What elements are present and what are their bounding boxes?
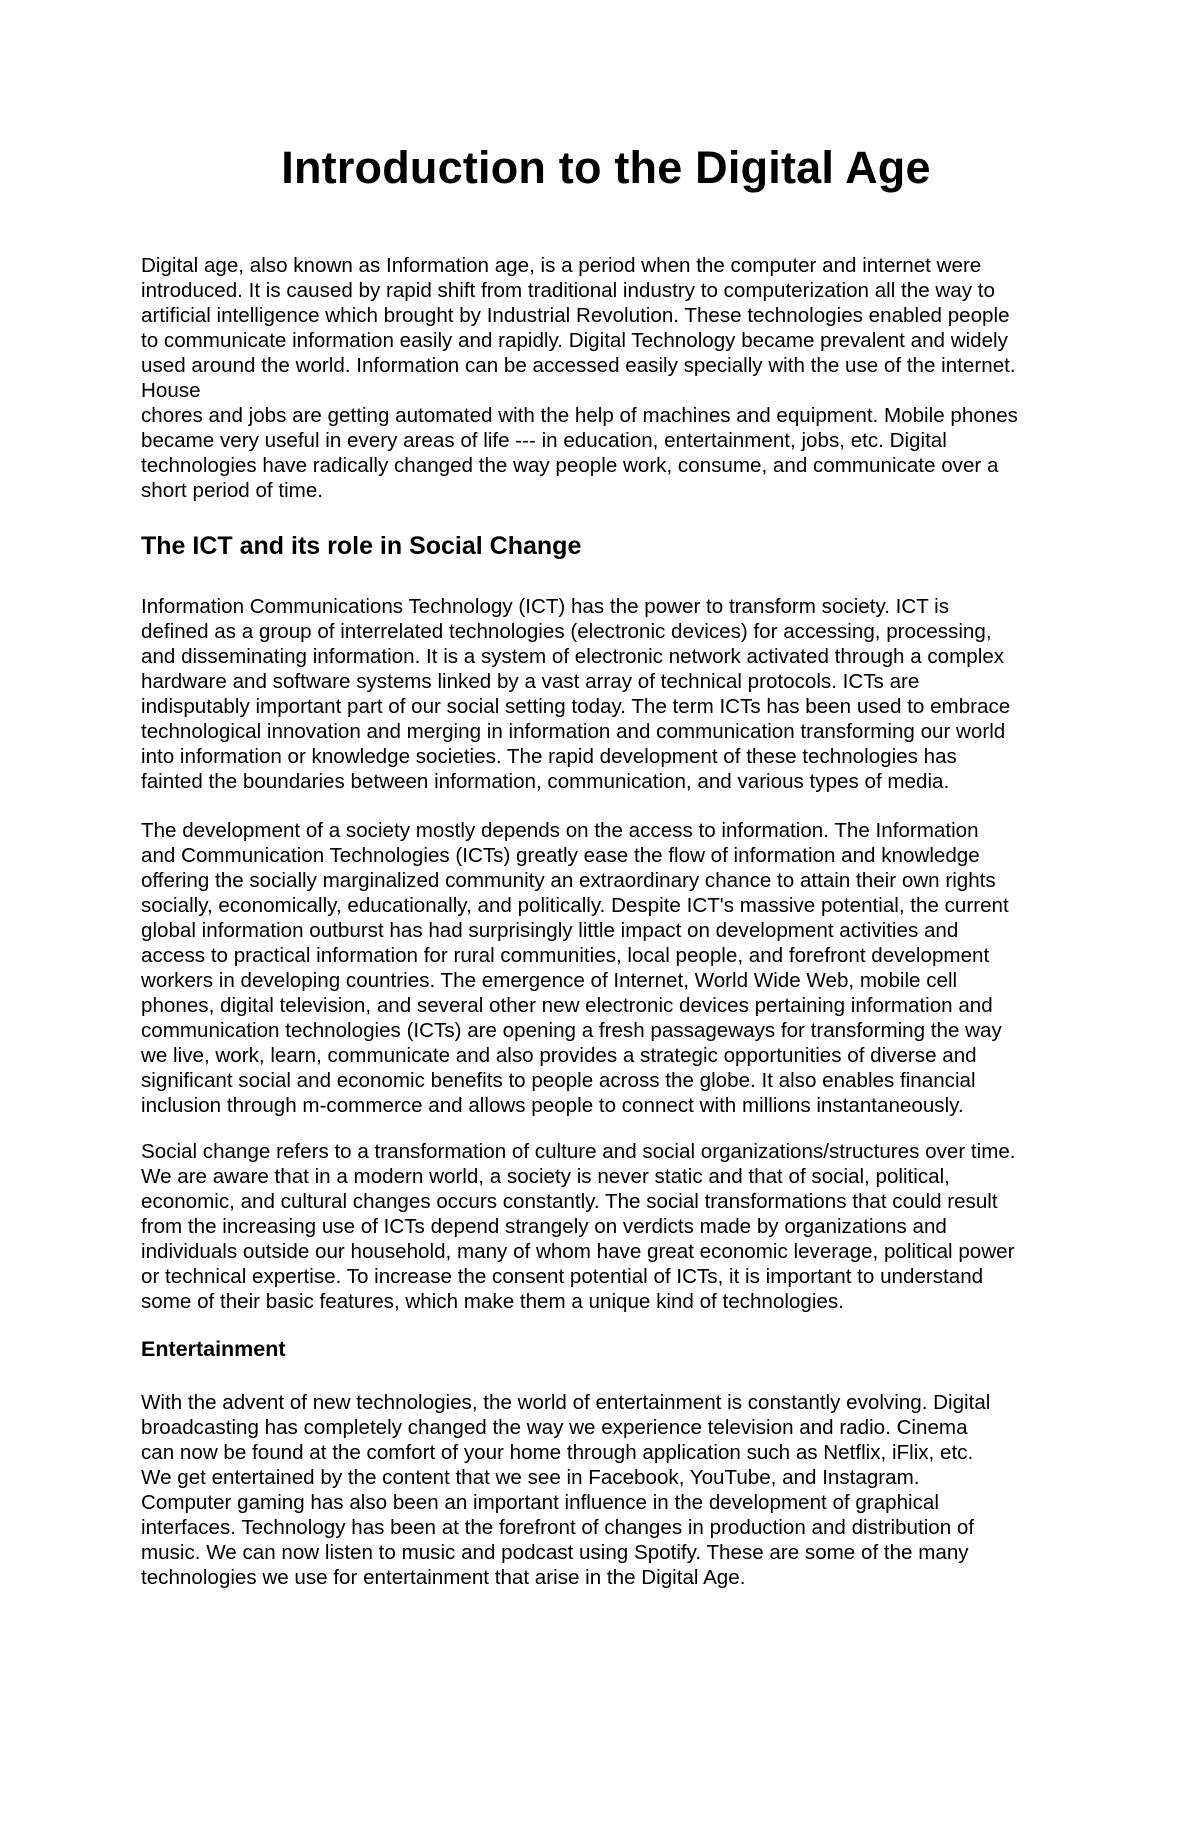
entertainment-paragraph-1: With the advent of new technologies, the world of entertainment is constantly evolving. Digital broadcasting has completely changed the way we experience television and radio. Cinema can now be found at the comfort of your home through application such as Netflix, iFlix, etc. We get entertained by the content that we see in Facebook, YouTube, and Instagram. Computer gaming has also been an important influence in the development of graphical interfaces. Technology has been at the forefront of changes in production and distribution of music. We can now listen to music and podcast using Spotify. These are some of the many technologies we use for entertainment that arise in the Digital Age. <box>141 1391 991 1589</box>
ict-paragraph-3: Social change refers to a transformation of culture and social organizations/structures over time. We are aware that in a modern world, a society is never static and that of social, political, economic, and cultural changes occurs constantly. The social transformations that could result from the increasing use of ICTs depend strangely on verdicts made by organizations and individuals outside our household, many of whom have great economic leverage, political power or technical expertise. To increase the consent potential of ICTs, it is important to understand some of their basic features, which make them a unique kind of technologies. <box>141 1140 1016 1313</box>
section-heading-ict: The ICT and its role in Social Change <box>141 532 582 560</box>
page-title: Introduction to the Digital Age <box>281 142 931 193</box>
section-heading-entertainment: Entertainment <box>141 1337 286 1361</box>
ict-paragraph-2: The development of a society mostly depends on the access to information. The Information and Communication Technologies (ICTs) greatly ease the flow of information and knowledge offering the socially marginalized community an extraordinary chance to attain their own rights socially, economically, educationally, and politically. Despite ICT's massive potential, the current global information outburst has had surprisingly little impact on development activities and access to practical information for rural communities, local people, and forefront development workers in developing countries. The emergence of Internet, World Wide Web, mobile cell phones, digital television, and several other new electronic devices pertaining information and communication technologies (ICTs) are opening a fresh passageways for transforming the way we live, work, learn, communicate and also provides a strategic opportunities of diverse and significant social and economic benefits to people across the globe. It also enables financial inclusion through m-commerce and allows people to connect with millions instantaneously. <box>141 819 1009 1117</box>
intro-paragraph: Digital age, also known as Information age, is a period when the computer and internet were introduced. It is caused by rapid shift from traditional industry to computerization all the way to artificial intelligence which brought by Industrial Revolution. These technologies enabled people to communicate information easily and rapidly. Digital Technology became prevalent and widely used around the world. Information can be accessed easily specially with the use of the internet. House chores and jobs are getting automated with the help of machines and equipment. Mobile phones became very useful in every areas of life --- in education, entertainment, jobs, etc. Digital technologies have radically changed the way people work, consume, and communicate over a short period of time. <box>141 254 1018 502</box>
ict-paragraph-1: Information Communications Technology (ICT) has the power to transform society. ICT is defined as a group of interrelated technologies (electronic devices) for accessing, processing, and disseminating information. It is a system of electronic network activated through a complex hardware and software systems linked by a vast array of technical protocols. ICTs are indisputably important part of our social setting today. The term ICTs has been used to embrace technological innovation and merging in information and communication transforming our world into information or knowledge societies. The rapid development of these technologies has fainted the boundaries between information, communication, and various types of media. <box>141 595 1011 793</box>
